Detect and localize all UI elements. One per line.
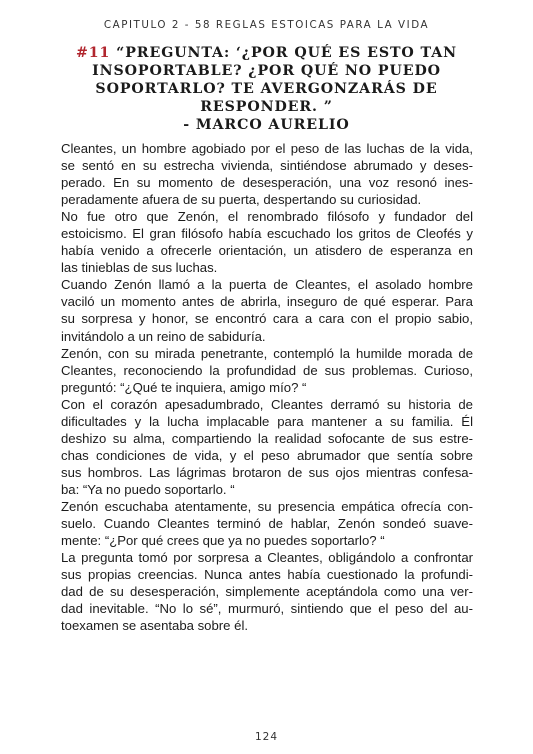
body-line: La pregunta tomó por sorpresa a Cleantes, obligándolo a confrontar [61, 550, 473, 566]
body-line: las tinieblas de sus luchas. [61, 260, 218, 276]
chapter-title-line-4: RESPONDER. ” [200, 99, 333, 115]
body-line: invitándolo a un reino de sabiduría. [61, 328, 266, 344]
quote-attribution: - MARCO AURELIO [183, 117, 350, 133]
running-head: CAPITULO 2 - 58 REGLAS ESTOICAS PARA LA VIDA [103, 19, 430, 31]
body-line: sus propias creencias. Nunca antes había cuestionado la profundi- [61, 567, 473, 583]
body-line: se sentó en su estrecha vivienda, sintiéndose abrumado y deses- [61, 158, 473, 174]
body-line: preguntó: “¿Qué te inquiera, amigo mío? “ [61, 379, 307, 395]
body-line: suelo. Cuando Cleantes terminó de hablar, Zenón sondeó suave- [61, 516, 473, 532]
body-line: Cleantes, un hombre agobiado por el peso de las luchas de la vida, [61, 141, 473, 156]
chapter-title [60, 44, 473, 134]
chapter-title-line-3: SOPORTARLO? TE AVERGONZARÁS DE [95, 81, 438, 97]
body-line: ba: “Ya no puedo soportarlo. “ [61, 481, 235, 497]
body-text [61, 140, 473, 634]
rule-number: #11 [75, 45, 111, 61]
body-line: perado. En su momento de desesperación, una voz resonó ines- [61, 175, 473, 191]
body-line: No fue otro que Zenón, el renombrado filósofo y fundador del [61, 209, 473, 225]
body-line: estoicismo. El gran filósofo había escuchado los gritos de Cleofés y [61, 226, 473, 242]
body-line: su sorpresa y honor, se encontró cara a cara con el propio sabio, [61, 311, 473, 327]
body-line: dificultades y la lucha implacable para mantener a su familia. Él [61, 413, 473, 429]
body-line: Cuando Zenón llamó a la puerta de Cleantes, el asolado hombre [61, 277, 473, 293]
body-line: peradamente afuera de su puerta, despertando su curiosidad. [61, 192, 422, 208]
body-line: Con el corazón apesadumbrado, Cleantes derramó su historia de [61, 396, 473, 412]
body-line: vaciló un momento antes de abrirla, inseguro de qué esperar. Para [61, 294, 473, 310]
body-line: Zenón, con su mirada penetrante, contempló la humilde morada de [61, 345, 473, 361]
body-line: Zenón escuchaba atentamente, su presencia empática ofrecía con- [61, 498, 473, 514]
chapter-title-line-1 [60, 44, 473, 62]
body-line: deshizo su alma, compartiendo la realidad sofocante de sus estre- [61, 430, 473, 446]
body-line: sus hombros. Las lágrimas brotaron de sus ojos mientras confesa- [61, 464, 473, 480]
body-line: dad de su desesperación, simplemente aceptándola como una ver- [61, 584, 473, 600]
body-line: Cleantes, reconociendo la profundidad de sus problemas. Curioso, [61, 362, 473, 378]
page-number: 124 [254, 731, 279, 743]
body-line: había venido a ofrecerle orientación, un atisdero de esperanza en [61, 243, 473, 259]
body-line: chas condiciones de vida, y el peso abrumador que sentía sobre [61, 447, 473, 463]
body-line: dad inevitable. “No lo sé”, murmuró, sintiendo que el peso del au- [61, 601, 473, 617]
body-line: mente: “¿Por qué crees que ya no puedes soportarlo? “ [61, 533, 385, 549]
chapter-title-text-1: “PREGUNTA: ‘¿POR QUÉ ES ESTO TAN [116, 45, 457, 61]
body-line: toexamen se asentaba sobre él. [61, 618, 249, 634]
chapter-title-line-2: INSOPORTABLE? ¿POR QUÉ NO PUEDO [92, 63, 441, 79]
